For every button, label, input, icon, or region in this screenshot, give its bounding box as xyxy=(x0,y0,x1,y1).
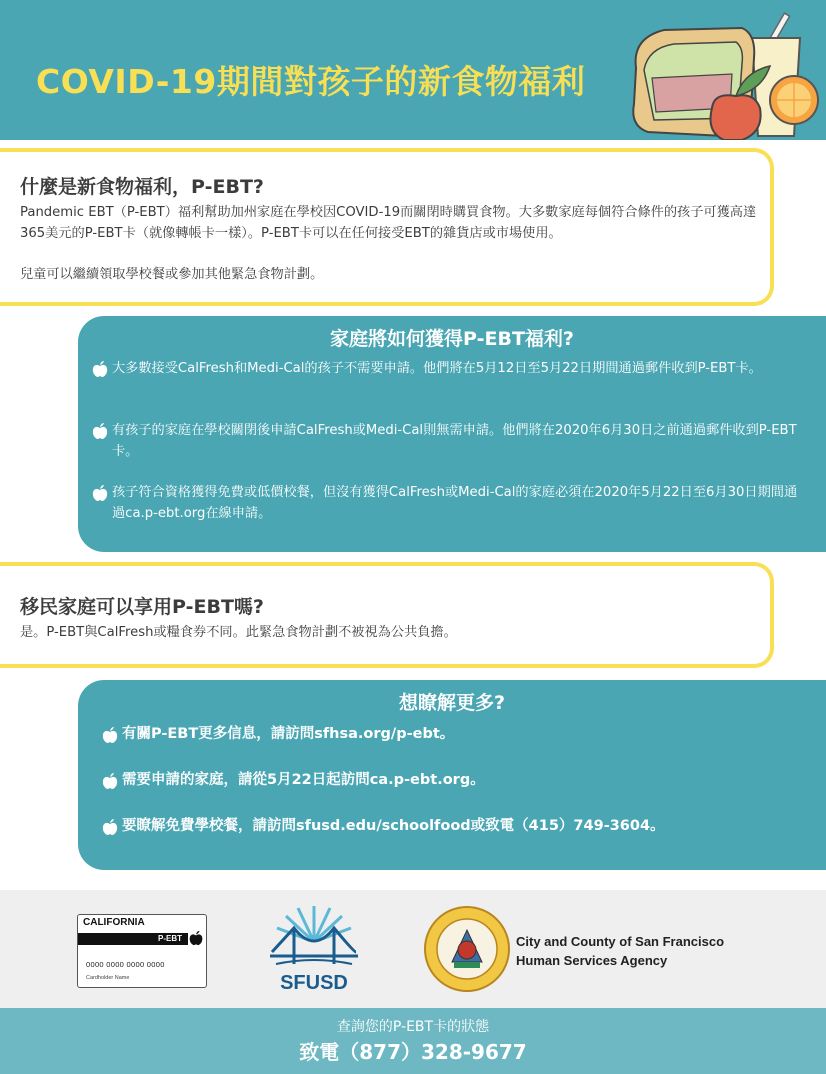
apple-icon xyxy=(100,726,120,744)
apple-icon xyxy=(90,484,110,502)
pebt-info-link-text: 有關P-EBT更多信息，請訪問sfhsa.org/p-ebt。 xyxy=(122,726,455,742)
apply-link-text: 需要申請的家庭，請從5月22日起訪問ca.p-ebt.org。 xyxy=(122,772,485,788)
immigrant-families-paragraph: 是。P-EBT與CalFresh或糧食券不同。此緊急食物計劃不被視為公共負擔。 xyxy=(20,625,457,640)
how-to-get-pebt-card xyxy=(78,316,826,552)
list-item xyxy=(90,482,806,524)
learn-more-heading: 想瞭解更多? xyxy=(398,692,506,714)
learn-more-card xyxy=(78,680,826,870)
header-banner xyxy=(0,0,826,140)
footer xyxy=(0,1008,826,1074)
school-meals-paragraph: 兒童可以繼續領取學校餐或參加其他緊急食物計劃。 xyxy=(20,267,324,282)
agency-line-2: Human Services Agency xyxy=(516,953,668,968)
pebt-card-image xyxy=(77,914,207,988)
agency-line-1: City and County of San Francisco xyxy=(516,934,725,949)
apple-icon xyxy=(90,422,110,440)
ebt-card-holder: Cardholder Name xyxy=(86,975,130,981)
footer-phone: 致電（877）328-9677 xyxy=(299,1040,527,1064)
sfusd-logo-text: SFUSD xyxy=(280,972,348,994)
what-is-pebt-card xyxy=(0,148,774,306)
how-to-get-pebt-heading: 家庭將如何獲得P-EBT福利? xyxy=(330,328,574,350)
list-item xyxy=(90,358,806,379)
what-is-pebt-heading: 什麼是新食物福利，P-EBT? xyxy=(20,176,264,198)
bullet-text: 大多數接受CalFresh和Medi-Cal的孩子不需要申請。他們將在5月12日至5月22日期間通過郵件收到P-EBT卡。 xyxy=(112,361,762,376)
list-item xyxy=(100,816,816,837)
apple-icon xyxy=(90,360,110,378)
lunch-food-illustration xyxy=(624,8,824,140)
apple-icon xyxy=(188,929,204,947)
bullet-text: 有孩子的家庭在學校關閉後申請CalFresh或Medi-Cal則無需申請。他們將在2020年6月30日之前通過郵件收到P-EBT卡。 xyxy=(112,423,797,459)
what-is-pebt-paragraph: Pandemic EBT（P-EBT）福利幫助加州家庭在學校因COVID-19而關閉時購買食物。大多數家庭每個符合條件的孩子可獲高達365美元的P-EBT卡（就像轉帳卡一樣）。P-EBT卡可以在任何接受EBT的雜貨店或市場使用。 xyxy=(20,205,757,241)
school-food-link-text: 要瞭解免費學校餐，請訪問sfusd.edu/schoolfood或致電（415）749-3604。 xyxy=(122,818,665,834)
list-item xyxy=(90,420,806,462)
agency-name xyxy=(516,932,724,970)
ebt-card-number: 0000 0000 0000 0000 xyxy=(86,960,165,969)
page-title: COVID-19期間對孩子的新食物福利 xyxy=(36,62,586,101)
apple-icon xyxy=(100,818,120,836)
list-item xyxy=(100,724,816,745)
list-item xyxy=(100,770,816,791)
ebt-card-label: P-EBT xyxy=(78,933,188,945)
ebt-card-state: CALIFORNIA xyxy=(83,917,145,928)
immigrant-families-heading: 移民家庭可以享用P-EBT嗎? xyxy=(20,596,264,618)
san-francisco-seal xyxy=(424,906,510,992)
bullet-text: 孩子符合資格獲得免費或低價校餐，但沒有獲得CalFresh或Medi-Cal的家庭必須在2020年5月22日至6月30日期間通過ca.p-ebt.org在線申請。 xyxy=(112,485,798,521)
apple-icon xyxy=(100,772,120,790)
immigrant-families-card xyxy=(0,562,774,668)
footer-status-text: 查詢您的P-EBT卡的狀態 xyxy=(336,1019,490,1035)
